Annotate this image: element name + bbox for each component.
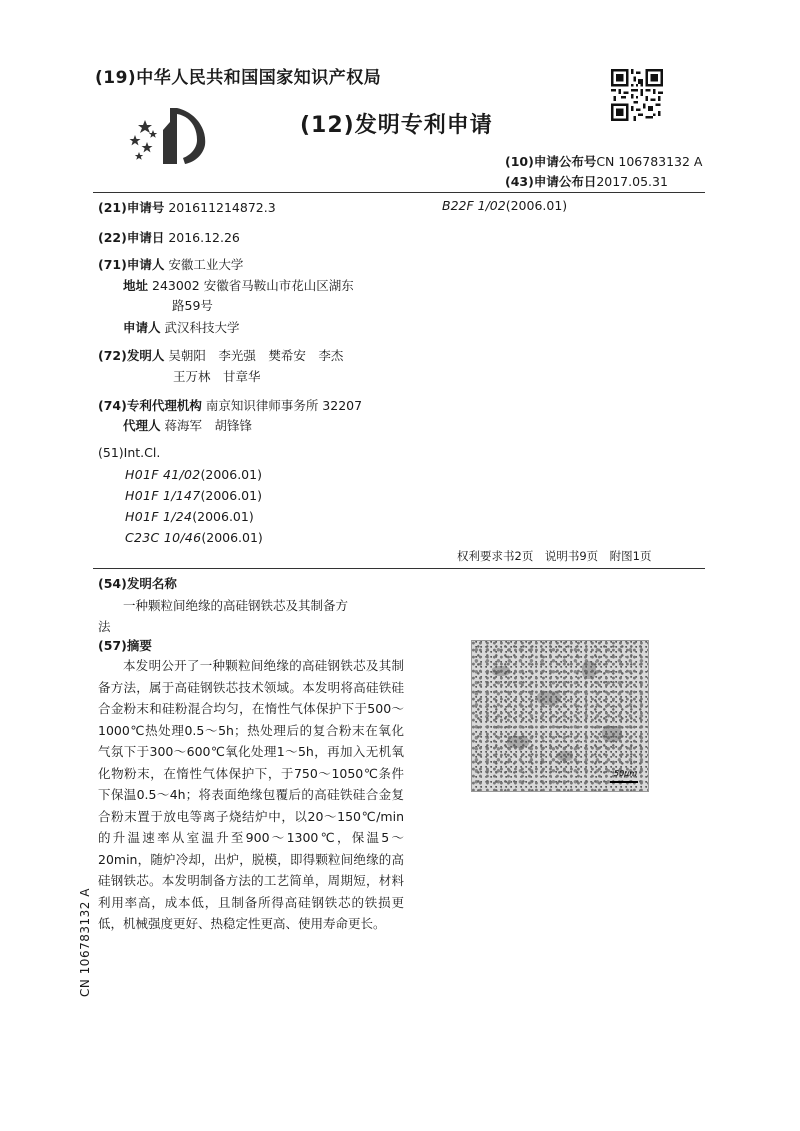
ipc-item [125, 509, 254, 524]
application-number-row [98, 198, 276, 216]
application-number-value: 201611214872.3 [168, 200, 276, 215]
applicant-name: 安徽工业大学 [168, 257, 244, 272]
address-row [123, 276, 354, 294]
second-applicant-name: 武汉科技大学 [164, 320, 240, 335]
ipc-version: (2006.01) [192, 509, 254, 524]
publication-date-row [505, 172, 668, 190]
publication-number-row [505, 152, 702, 170]
second-applicant-label: 申请人 [123, 320, 161, 335]
side-publication-number: CN 106783132 A [78, 888, 92, 997]
applicant-row [98, 255, 243, 273]
second-applicant-row [123, 318, 240, 336]
inventors-line-1: 吴朝阳 李光强 樊希安 李杰 [168, 348, 344, 363]
title-label: (54)发明名称 [98, 576, 177, 591]
ipc-item [125, 467, 262, 482]
ipc-version: (2006.01) [201, 530, 263, 545]
header-divider [93, 192, 705, 193]
ipc-main-version: (2006.01) [505, 198, 568, 213]
ipc-item [125, 488, 262, 503]
document-type-title: (12)发明专利申请 [300, 113, 493, 138]
patent-office-name: (19)中华人民共和国国家知识产权局 [95, 68, 382, 88]
abstract-text: 本发明公开了一种颗粒间绝缘的高硅钢铁芯及其制备方法，属于高硅钢铁芯技术领域。本发明将高硅铁硅合金粉末和硅粉混合均匀，在惰性气体保护下于500～1000℃热处理0.5～5h；热处理后的复合粉末在氧化气氛下于300～600℃氧化处理1～5h，再加入无机氧化物粉末，在惰性气体保护下，于750～1050℃条件下保温0.5～4h；将表面绝缘包覆后的高硅铁硅合金复合粉末置于放电等离子烧结炉中，以20～150℃/min的升温速率从室温升至900～1300℃，保温5～20min，随炉冷却，出炉，脱模，即得颗粒间绝缘的高硅钢铁芯。本发明制备方法的工艺简单，周期短，材料利用率高，成本低，且制备所得高硅钢铁芯的铁损更低，机械强度更好、热稳定性更高、使用寿命更长。 [98, 658, 404, 931]
microstructure-figure [471, 640, 649, 792]
application-number-label: (21)申请号 [98, 200, 165, 215]
ipc-version: (2006.01) [200, 488, 262, 503]
address-line-1: 243002 安徽省马鞍山市花山区湖东 [152, 278, 354, 293]
application-date-label: (22)申请日 [98, 230, 165, 245]
ipc-code: H01F 41/02 [125, 467, 201, 482]
inventors-row [98, 346, 343, 364]
agency-label: (74)专利代理机构 [98, 398, 202, 413]
address-line-2: 路59号 [172, 298, 213, 313]
page-counts: 权利要求书2页 说明书9页 附图1页 [457, 549, 652, 563]
agency-value: 南京知识律师事务所 32207 [205, 398, 363, 413]
application-date-value: 2016.12.26 [168, 230, 240, 245]
application-date-row [98, 228, 240, 246]
scale-bar [610, 781, 638, 783]
abstract-label: (57)摘要 [98, 638, 152, 653]
scale-bar-label: 50μm [614, 769, 638, 778]
inventors-line-2: 王万林 甘章华 [173, 369, 261, 384]
invention-title-line-1: 一种颗粒间绝缘的高硅钢铁芯及其制备方 [123, 598, 349, 613]
invention-title-line-2: 法 [98, 619, 111, 634]
publication-number-value: CN 106783132 A [596, 154, 703, 169]
publication-number-label: (10)申请公布号 [505, 154, 597, 169]
publication-date-label: (43)申请公布日 [505, 174, 597, 189]
qr-code-icon [611, 69, 663, 121]
agent-row [123, 416, 252, 434]
ipc-item [125, 530, 263, 545]
ipc-version: (2006.01) [200, 467, 262, 482]
ipc-code: H01F 1/147 [125, 488, 201, 503]
agent-value: 蒋海军 胡锋锋 [164, 418, 253, 433]
inventors-label: (72)发明人 [98, 348, 165, 363]
agency-row [98, 396, 362, 414]
address-label: 地址 [123, 278, 149, 293]
ipc-code: H01F 1/24 [125, 509, 193, 524]
cnipa-logo-icon [125, 100, 220, 170]
int-cl-label: (51)Int.Cl. [98, 445, 161, 460]
agent-label: 代理人 [123, 418, 161, 433]
ipc-main-row [442, 198, 567, 213]
ipc-code: C23C 10/46 [125, 530, 202, 545]
applicant-label: (71)申请人 [98, 257, 165, 272]
section-divider [93, 568, 705, 569]
ipc-main-code: B22F 1/02 [442, 198, 506, 213]
publication-date-value: 2017.05.31 [596, 174, 668, 189]
